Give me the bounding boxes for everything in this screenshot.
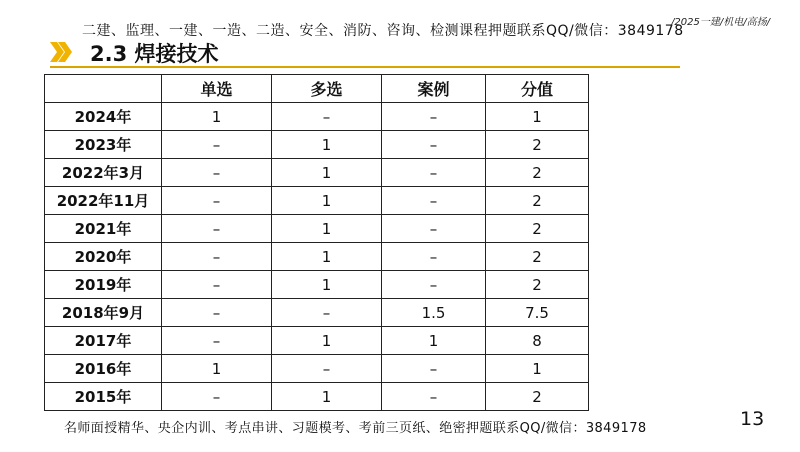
course-tag: /2025一建/机电/高扬/	[671, 17, 770, 28]
title-underline	[50, 66, 680, 68]
value-cell: 1	[272, 327, 382, 355]
value-cell: –	[382, 187, 486, 215]
year-cell: 2024年	[45, 103, 162, 131]
value-cell: –	[162, 383, 272, 411]
value-cell: –	[162, 187, 272, 215]
column-header: 分值	[486, 75, 589, 103]
year-cell: 2021年	[45, 215, 162, 243]
top-banner: 二建、监理、一建、一造、二造、安全、消防、咨询、检测课程押题联系QQ/微信：3849178	[82, 23, 684, 39]
section-title: 2.3 焊接技术	[90, 42, 219, 66]
value-cell: 2	[486, 215, 589, 243]
year-cell: 2022年11月	[45, 187, 162, 215]
value-cell: 1	[272, 159, 382, 187]
value-cell: 2	[486, 131, 589, 159]
column-header: 单选	[162, 75, 272, 103]
table-row	[45, 271, 589, 299]
value-cell: 1	[272, 215, 382, 243]
exam-score-table	[44, 74, 589, 411]
value-cell: –	[382, 131, 486, 159]
value-cell: –	[162, 299, 272, 327]
value-cell: 1	[272, 131, 382, 159]
value-cell: 1	[486, 355, 589, 383]
value-cell: 1.5	[382, 299, 486, 327]
column-header	[45, 75, 162, 103]
table-row	[45, 299, 589, 327]
value-cell: 2	[486, 271, 589, 299]
column-header: 案例	[382, 75, 486, 103]
value-cell: 1	[162, 103, 272, 131]
year-cell: 2018年9月	[45, 299, 162, 327]
value-cell: –	[162, 327, 272, 355]
table-row	[45, 383, 589, 411]
value-cell: –	[382, 271, 486, 299]
year-cell: 2023年	[45, 131, 162, 159]
value-cell: 1	[486, 103, 589, 131]
value-cell: –	[162, 271, 272, 299]
value-cell: 2	[486, 383, 589, 411]
value-cell: –	[382, 215, 486, 243]
value-cell: –	[382, 383, 486, 411]
value-cell: –	[272, 103, 382, 131]
year-cell: 2015年	[45, 383, 162, 411]
table-body	[45, 103, 589, 411]
year-cell: 2017年	[45, 327, 162, 355]
table-row	[45, 187, 589, 215]
value-cell: –	[382, 159, 486, 187]
value-cell: –	[382, 103, 486, 131]
value-cell: 1	[272, 187, 382, 215]
value-cell: –	[162, 215, 272, 243]
value-cell: 1	[272, 243, 382, 271]
value-cell: –	[272, 299, 382, 327]
value-cell: 1	[382, 327, 486, 355]
value-cell: 2	[486, 159, 589, 187]
column-header: 多选	[272, 75, 382, 103]
table-row	[45, 355, 589, 383]
value-cell: 1	[272, 383, 382, 411]
double-chevron-icon	[50, 42, 72, 62]
table-row	[45, 243, 589, 271]
value-cell: –	[272, 355, 382, 383]
value-cell: 1	[272, 271, 382, 299]
value-cell: 7.5	[486, 299, 589, 327]
value-cell: 8	[486, 327, 589, 355]
table-row	[45, 103, 589, 131]
year-cell: 2019年	[45, 271, 162, 299]
value-cell: –	[382, 355, 486, 383]
value-cell: 1	[162, 355, 272, 383]
table-header-row	[45, 75, 589, 103]
table-row	[45, 159, 589, 187]
value-cell: –	[382, 243, 486, 271]
table-row	[45, 131, 589, 159]
table-row	[45, 215, 589, 243]
value-cell: –	[162, 159, 272, 187]
bottom-banner: 名师面授精华、央企内训、考点串讲、习题模考、考前三页纸、绝密押题联系QQ/微信：3849178	[64, 417, 647, 436]
year-cell: 2020年	[45, 243, 162, 271]
value-cell: –	[162, 243, 272, 271]
table-row	[45, 327, 589, 355]
value-cell: 2	[486, 187, 589, 215]
year-cell: 2016年	[45, 355, 162, 383]
year-cell: 2022年3月	[45, 159, 162, 187]
value-cell: –	[162, 131, 272, 159]
value-cell: 2	[486, 243, 589, 271]
page-number: 13	[740, 408, 765, 430]
